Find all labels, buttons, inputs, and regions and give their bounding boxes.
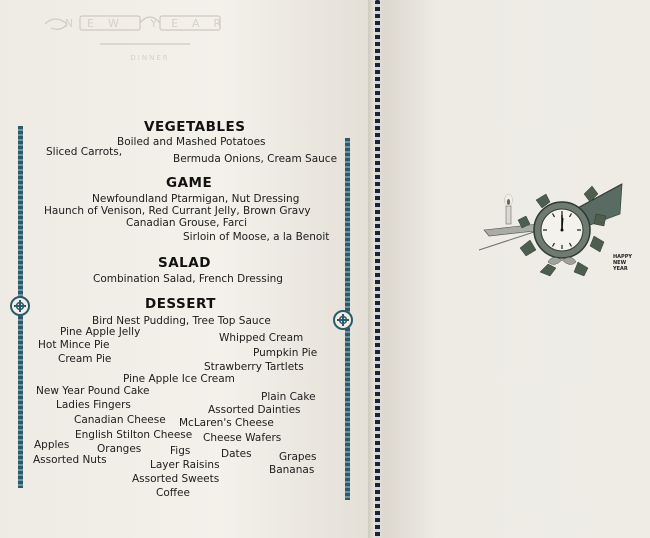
salad-heading: SALAD xyxy=(158,255,211,271)
menu-item: Ladies Fingers xyxy=(56,399,131,411)
emboss-title: NEW YEAR xyxy=(64,17,236,30)
menu-item: Canadian Cheese xyxy=(74,414,166,426)
right-knot-ornament-icon xyxy=(331,308,355,332)
menu-item: Figs xyxy=(170,445,191,457)
happy-new-year-caption xyxy=(613,254,632,272)
menu-item: Pine Apple Jelly xyxy=(60,326,141,338)
clock-holly-vignette xyxy=(474,180,624,280)
menu-item: Haunch of Venison, Red Currant Jelly, Brown Gravy xyxy=(44,205,311,217)
candle-icon xyxy=(506,206,511,224)
menu-item: McLaren's Cheese xyxy=(179,417,274,429)
caption-line: HAPPY xyxy=(613,254,633,260)
menu-item: Whipped Cream xyxy=(219,332,304,344)
menu-item: Pumpkin Pie xyxy=(253,347,318,359)
embossed-header xyxy=(40,6,240,66)
menu-item: Sirloin of Moose, a la Benoit xyxy=(183,231,330,243)
menu-item: Newfoundland Ptarmigan, Nut Dressing xyxy=(92,193,300,205)
caption-line: YEAR xyxy=(613,266,628,272)
menu-item: Apples xyxy=(34,439,70,451)
menu-item: New Year Pound Cake xyxy=(36,385,150,397)
menu-item: Bananas xyxy=(269,464,315,476)
menu-item: Bermuda Onions, Cream Sauce xyxy=(173,153,338,165)
menu-item: Bird Nest Pudding, Tree Top Sauce xyxy=(92,315,271,327)
menu-item: Assorted Nuts xyxy=(33,454,107,466)
game-heading: GAME xyxy=(166,175,213,191)
menu-item: Strawberry Tartlets xyxy=(204,361,304,373)
binding-cord xyxy=(375,0,380,538)
menu-item: Dates xyxy=(221,448,252,460)
menu-item: Boiled and Mashed Potatoes xyxy=(117,136,266,148)
caption-line: NEW xyxy=(613,260,627,266)
menu-item: Oranges xyxy=(97,443,142,455)
menu-item: English Stilton Cheese xyxy=(75,429,193,441)
left-knot-ornament-icon xyxy=(8,294,32,318)
menu-item: Combination Salad, French Dressing xyxy=(93,273,283,285)
menu-item: Plain Cake xyxy=(261,391,316,403)
vegetables-heading: VEGETABLES xyxy=(144,119,246,135)
menu-item: Hot Mince Pie xyxy=(38,339,110,351)
menu-item: Assorted Sweets xyxy=(132,473,220,485)
menu-item: Layer Raisins xyxy=(150,459,220,471)
emboss-subtitle: DINNER xyxy=(130,54,170,62)
menu-item: Pine Apple Ice Cream xyxy=(123,373,235,385)
menu-item: Cheese Wafers xyxy=(203,432,282,444)
menu-item: Assorted Dainties xyxy=(208,404,301,416)
menu-item: Cream Pie xyxy=(58,353,112,365)
menu-item: Grapes xyxy=(279,451,317,463)
dessert-heading: DESSERT xyxy=(145,296,216,312)
menu-item: Coffee xyxy=(156,487,190,499)
menu-item: Canadian Grouse, Farci xyxy=(126,217,248,229)
menu-item: Sliced Carrots, xyxy=(46,146,123,158)
